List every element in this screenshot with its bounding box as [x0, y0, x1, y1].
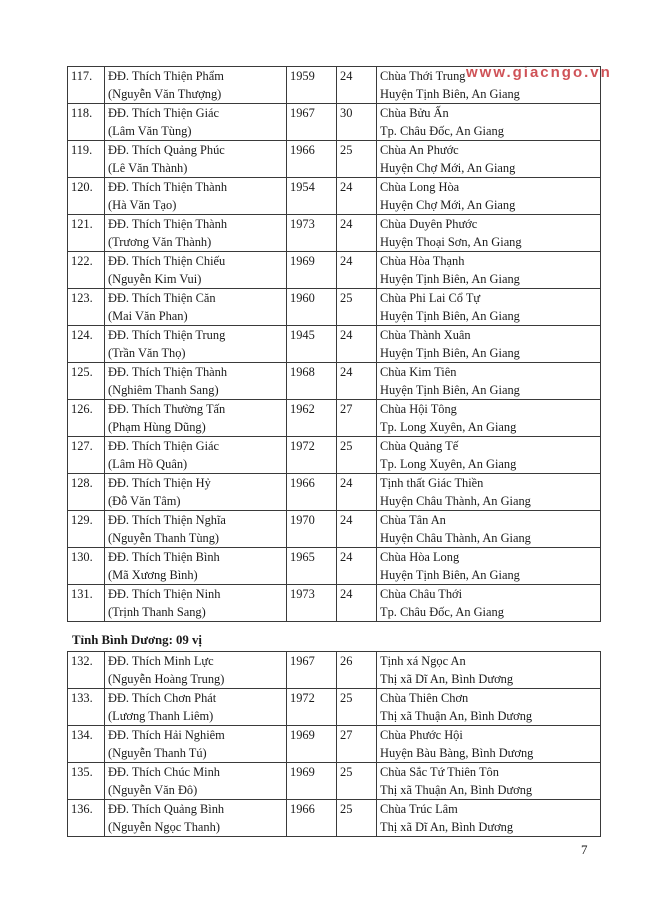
cell-name [105, 178, 287, 215]
cell-temple [377, 689, 601, 726]
cell-temple-temple: Chùa Sắc Tứ Thiên Tôn [380, 765, 499, 779]
cell-name-name: ĐĐ. Thích Thiện Nghĩa [108, 513, 226, 527]
cell-name-name: ĐĐ. Thích Chơn Phát [108, 691, 217, 705]
cell-age [337, 289, 377, 326]
cell-temple-temple: Chùa Thới Trung [380, 69, 466, 83]
cell-name-lay-name: (Nguyễn Hoàng Trung) [108, 672, 225, 686]
cell-name-lay-name: (Mã Xương Bình) [108, 568, 198, 582]
cell-birth-year [287, 67, 337, 104]
cell-birth-year-year: 1965 [290, 550, 315, 564]
cell-birth-year-year: 1945 [290, 328, 315, 342]
cell-number [68, 400, 105, 437]
monk-table-an-giang [67, 66, 601, 622]
cell-temple-location: Huyện Thoại Sơn, An Giang [380, 235, 522, 249]
cell-number [68, 141, 105, 178]
cell-number-num: 132. [71, 654, 93, 668]
cell-birth-year [287, 652, 337, 689]
cell-birth-year-year: 1969 [290, 728, 315, 742]
cell-age-age: 24 [340, 217, 353, 231]
cell-age-age: 30 [340, 106, 353, 120]
cell-temple [377, 726, 601, 763]
cell-temple [377, 215, 601, 252]
cell-birth-year [287, 474, 337, 511]
cell-temple-location: Tp. Long Xuyên, An Giang [380, 457, 517, 471]
cell-number-num: 118. [71, 106, 93, 120]
cell-age-age: 25 [340, 802, 353, 816]
cell-temple-temple: Chùa Quảng Tế [380, 439, 459, 453]
cell-birth-year-year: 1962 [290, 402, 315, 416]
cell-temple-temple: Chùa Hòa Thạnh [380, 254, 465, 268]
cell-number-num: 123. [71, 291, 93, 305]
table-row [68, 215, 601, 252]
cell-birth-year [287, 548, 337, 585]
cell-name [105, 548, 287, 585]
cell-birth-year [287, 178, 337, 215]
cell-birth-year [287, 326, 337, 363]
cell-age-age: 24 [340, 550, 353, 564]
cell-birth-year [287, 511, 337, 548]
cell-age [337, 585, 377, 622]
cell-number [68, 437, 105, 474]
cell-name-name: ĐĐ. Thích Thiện Thành [108, 217, 228, 231]
cell-age-age: 26 [340, 654, 353, 668]
cell-number-num: 133. [71, 691, 93, 705]
cell-number [68, 511, 105, 548]
cell-age [337, 511, 377, 548]
cell-temple [377, 548, 601, 585]
table-row [68, 104, 601, 141]
cell-age-age: 24 [340, 328, 353, 342]
cell-name [105, 474, 287, 511]
cell-birth-year-year: 1968 [290, 365, 315, 379]
cell-temple-location: Huyện Chợ Mới, An Giang [380, 198, 516, 212]
cell-number [68, 326, 105, 363]
table-row [68, 437, 601, 474]
cell-temple [377, 141, 601, 178]
table-row [68, 548, 601, 585]
cell-temple-location: Thị xã Thuận An, Bình Dương [380, 709, 533, 723]
cell-age [337, 67, 377, 104]
cell-name-lay-name: (Trần Văn Thọ) [108, 346, 186, 360]
table-row [68, 689, 601, 726]
cell-temple-temple: Chùa Hội Tông [380, 402, 457, 416]
cell-temple-location: Tp. Long Xuyên, An Giang [380, 420, 517, 434]
cell-age [337, 437, 377, 474]
table-row [68, 363, 601, 400]
cell-temple-location: Thị xã Thuận An, Bình Dương [380, 783, 533, 797]
cell-name-name: ĐĐ. Thích Thiện Chiếu [108, 254, 226, 268]
cell-number [68, 252, 105, 289]
cell-age [337, 363, 377, 400]
cell-age-age: 27 [340, 728, 353, 742]
cell-temple [377, 400, 601, 437]
cell-number [68, 726, 105, 763]
cell-name [105, 689, 287, 726]
cell-birth-year [287, 289, 337, 326]
cell-birth-year [287, 363, 337, 400]
cell-name-name: ĐĐ. Thích Thiện Giác [108, 106, 220, 120]
cell-birth-year [287, 726, 337, 763]
cell-number-num: 124. [71, 328, 93, 342]
cell-name-name: ĐĐ. Thích Thiện Thành [108, 365, 228, 379]
cell-birth-year-year: 1969 [290, 765, 315, 779]
cell-temple [377, 289, 601, 326]
cell-number-num: 128. [71, 476, 93, 490]
cell-name-name: ĐĐ. Thích Thiện Ninh [108, 587, 221, 601]
table-row [68, 800, 601, 837]
table-row [68, 400, 601, 437]
cell-temple [377, 763, 601, 800]
cell-birth-year-year: 1972 [290, 439, 315, 453]
cell-temple-temple: Chùa Thiên Chơn [380, 691, 469, 705]
monk-table-binh-duong [67, 651, 601, 837]
cell-name-name: ĐĐ. Thích Thiện Thành [108, 180, 228, 194]
cell-name-name: ĐĐ. Thích Thường Tấn [108, 402, 226, 416]
cell-age [337, 474, 377, 511]
cell-age-age: 24 [340, 254, 353, 268]
cell-temple-location: Tp. Châu Đốc, An Giang [380, 605, 504, 619]
cell-birth-year-year: 1966 [290, 143, 315, 157]
cell-temple-location: Huyện Tịnh Biên, An Giang [380, 383, 520, 397]
cell-name-name: ĐĐ. Thích Thiện Trung [108, 328, 226, 342]
cell-name-lay-name: (Nguyễn Thanh Tùng) [108, 531, 220, 545]
cell-number-num: 126. [71, 402, 93, 416]
cell-birth-year-year: 1972 [290, 691, 315, 705]
section-title-binh-duong: Tỉnh Bình Dương: 09 vị [72, 633, 202, 647]
cell-name-lay-name: (Nguyễn Ngọc Thanh) [108, 820, 220, 834]
cell-age [337, 763, 377, 800]
cell-birth-year-year: 1966 [290, 476, 315, 490]
cell-age [337, 400, 377, 437]
table-row [68, 511, 601, 548]
cell-number [68, 363, 105, 400]
cell-name [105, 252, 287, 289]
cell-temple [377, 652, 601, 689]
cell-number [68, 474, 105, 511]
cell-temple-location: Huyện Chợ Mới, An Giang [380, 161, 516, 175]
cell-name-lay-name: (Lâm Văn Tùng) [108, 124, 192, 138]
cell-birth-year [287, 252, 337, 289]
cell-temple-location: Huyện Châu Thành, An Giang [380, 531, 531, 545]
cell-number-num: 117. [71, 69, 93, 83]
cell-name [105, 437, 287, 474]
cell-number-num: 131. [71, 587, 93, 601]
cell-temple [377, 178, 601, 215]
cell-name-lay-name: (Đỗ Văn Tâm) [108, 494, 181, 508]
cell-age-age: 25 [340, 691, 353, 705]
cell-name [105, 104, 287, 141]
cell-name-name: ĐĐ. Thích Quảng Bình [108, 802, 225, 816]
cell-number-num: 135. [71, 765, 93, 779]
cell-birth-year [287, 800, 337, 837]
cell-temple-location: Huyện Châu Thành, An Giang [380, 494, 531, 508]
cell-name [105, 726, 287, 763]
cell-number-num: 127. [71, 439, 93, 453]
cell-number-num: 125. [71, 365, 93, 379]
cell-number-num: 120. [71, 180, 93, 194]
cell-name-name: ĐĐ. Thích Thiện Căn [108, 291, 216, 305]
cell-name [105, 363, 287, 400]
cell-age [337, 689, 377, 726]
cell-number [68, 67, 105, 104]
cell-number [68, 104, 105, 141]
page-number: 7 [581, 842, 588, 857]
cell-name-lay-name: (Lương Thanh Liêm) [108, 709, 214, 723]
cell-name-lay-name: (Lê Văn Thành) [108, 161, 188, 175]
cell-birth-year-year: 1967 [290, 654, 315, 668]
cell-birth-year [287, 141, 337, 178]
cell-birth-year-year: 1954 [290, 180, 315, 194]
cell-age [337, 726, 377, 763]
cell-number [68, 178, 105, 215]
cell-birth-year-year: 1973 [290, 217, 315, 231]
cell-temple-temple: Chùa Duyên Phước [380, 217, 478, 231]
cell-number-num: 122. [71, 254, 93, 268]
cell-number [68, 763, 105, 800]
cell-number [68, 652, 105, 689]
cell-temple-temple: Chùa An Phước [380, 143, 459, 157]
cell-temple-temple: Chùa Trúc Lâm [380, 802, 458, 816]
cell-temple-location: Thị xã Dĩ An, Bình Dương [380, 820, 514, 834]
cell-temple-temple: Chùa Bửu Ấn [380, 106, 449, 120]
cell-number [68, 689, 105, 726]
table-row [68, 474, 601, 511]
cell-name-lay-name: (Nghiêm Thanh Sang) [108, 383, 219, 397]
cell-age-age: 24 [340, 365, 353, 379]
cell-name-lay-name: (Lâm Hồ Quân) [108, 457, 188, 471]
cell-birth-year-year: 1970 [290, 513, 315, 527]
cell-number-num: 129. [71, 513, 93, 527]
cell-number-num: 119. [71, 143, 93, 157]
cell-age [337, 326, 377, 363]
cell-temple-location: Huyện Tịnh Biên, An Giang [380, 272, 520, 286]
cell-number-num: 134. [71, 728, 93, 742]
cell-name-name: ĐĐ. Thích Chúc Minh [108, 765, 220, 779]
table-row [68, 289, 601, 326]
cell-name-lay-name: (Trịnh Thanh Sang) [108, 605, 206, 619]
cell-temple-location: Huyện Tịnh Biên, An Giang [380, 309, 520, 323]
cell-temple-temple: Chùa Thành Xuân [380, 328, 471, 342]
cell-name-lay-name: (Hà Văn Tạo) [108, 198, 177, 212]
cell-age [337, 178, 377, 215]
cell-temple-temple: Chùa Châu Thới [380, 587, 463, 601]
cell-age-age: 24 [340, 476, 353, 490]
cell-number [68, 215, 105, 252]
cell-name-lay-name: (Nguyễn Văn Thượng) [108, 87, 222, 101]
cell-temple [377, 474, 601, 511]
cell-name [105, 400, 287, 437]
cell-temple [377, 67, 601, 104]
cell-name-name: ĐĐ. Thích Quảng Phúc [108, 143, 225, 157]
cell-name [105, 326, 287, 363]
cell-age [337, 652, 377, 689]
cell-name-name: ĐĐ. Thích Thiện Bình [108, 550, 220, 564]
cell-temple [377, 437, 601, 474]
cell-name [105, 67, 287, 104]
cell-name-lay-name: (Nguyễn Thanh Tú) [108, 746, 207, 760]
cell-name-name: ĐĐ. Thích Thiện Giác [108, 439, 220, 453]
cell-name-name: ĐĐ. Thích Hải Nghiêm [108, 728, 225, 742]
table-row [68, 652, 601, 689]
table-row [68, 585, 601, 622]
cell-temple-location: Thị xã Dĩ An, Bình Dương [380, 672, 514, 686]
cell-number-num: 136. [71, 802, 93, 816]
cell-temple [377, 104, 601, 141]
cell-name-lay-name: (Trương Văn Thành) [108, 235, 212, 249]
cell-temple-temple: Tịnh xá Ngọc An [380, 654, 466, 668]
cell-age-age: 24 [340, 587, 353, 601]
table-row [68, 326, 601, 363]
cell-name-lay-name: (Nguyễn Văn Đô) [108, 783, 198, 797]
table-row [68, 67, 601, 104]
cell-number [68, 800, 105, 837]
cell-number [68, 289, 105, 326]
cell-name [105, 652, 287, 689]
cell-temple-temple: Chùa Tân An [380, 513, 446, 527]
cell-temple-temple: Chùa Hòa Long [380, 550, 460, 564]
cell-temple-location: Tp. Châu Đốc, An Giang [380, 124, 504, 138]
cell-birth-year-year: 1966 [290, 802, 315, 816]
cell-name-lay-name: (Nguyễn Kim Vui) [108, 272, 202, 286]
cell-name [105, 511, 287, 548]
cell-age-age: 25 [340, 291, 353, 305]
cell-age-age: 24 [340, 513, 353, 527]
cell-temple [377, 800, 601, 837]
cell-temple [377, 326, 601, 363]
cell-name [105, 215, 287, 252]
cell-name-name: ĐĐ. Thích Minh Lực [108, 654, 214, 668]
cell-temple-location: Huyện Bàu Bàng, Bình Dương [380, 746, 534, 760]
cell-age [337, 215, 377, 252]
table-row [68, 763, 601, 800]
cell-temple-temple: Chùa Phước Hội [380, 728, 463, 742]
cell-temple [377, 252, 601, 289]
cell-birth-year [287, 104, 337, 141]
cell-age [337, 548, 377, 585]
cell-age [337, 141, 377, 178]
cell-temple-temple: Chùa Kim Tiên [380, 365, 457, 379]
cell-name-lay-name: (Mai Văn Phan) [108, 309, 188, 323]
cell-name [105, 585, 287, 622]
table-row [68, 252, 601, 289]
cell-name-name: ĐĐ. Thích Thiện Phẩm [108, 69, 224, 83]
cell-temple-temple: Chùa Long Hòa [380, 180, 460, 194]
cell-birth-year [287, 585, 337, 622]
cell-age [337, 104, 377, 141]
cell-temple-temple: Chùa Phi Lai Cổ Tự [380, 291, 481, 305]
watermark-text: www.giacngo.vn [466, 64, 612, 81]
cell-birth-year [287, 689, 337, 726]
cell-number-num: 121. [71, 217, 93, 231]
table-row [68, 726, 601, 763]
cell-birth-year-year: 1967 [290, 106, 315, 120]
cell-birth-year-year: 1973 [290, 587, 315, 601]
cell-birth-year [287, 437, 337, 474]
cell-number [68, 585, 105, 622]
cell-birth-year [287, 400, 337, 437]
cell-number [68, 548, 105, 585]
cell-age-age: 25 [340, 439, 353, 453]
cell-number-num: 130. [71, 550, 93, 564]
cell-birth-year-year: 1969 [290, 254, 315, 268]
cell-birth-year [287, 215, 337, 252]
cell-age [337, 252, 377, 289]
cell-age-age: 27 [340, 402, 353, 416]
cell-age-age: 24 [340, 180, 353, 194]
cell-birth-year-year: 1959 [290, 69, 315, 83]
cell-name [105, 800, 287, 837]
table-row [68, 141, 601, 178]
cell-age-age: 25 [340, 765, 353, 779]
cell-temple-temple: Tịnh thất Giác Thiền [380, 476, 484, 490]
cell-temple [377, 511, 601, 548]
cell-temple-location: Huyện Tịnh Biên, An Giang [380, 346, 520, 360]
cell-age-age: 24 [340, 69, 353, 83]
cell-name-name: ĐĐ. Thích Thiện Hỷ [108, 476, 211, 490]
cell-name [105, 141, 287, 178]
table-row [68, 178, 601, 215]
cell-age [337, 800, 377, 837]
cell-name [105, 289, 287, 326]
cell-temple-location: Huyện Tịnh Biên, An Giang [380, 568, 520, 582]
cell-name [105, 763, 287, 800]
cell-name-lay-name: (Phạm Hùng Dũng) [108, 420, 206, 434]
cell-temple [377, 363, 601, 400]
cell-temple-location: Huyện Tịnh Biên, An Giang [380, 87, 520, 101]
cell-age-age: 25 [340, 143, 353, 157]
cell-birth-year-year: 1960 [290, 291, 315, 305]
cell-temple [377, 585, 601, 622]
cell-birth-year [287, 763, 337, 800]
